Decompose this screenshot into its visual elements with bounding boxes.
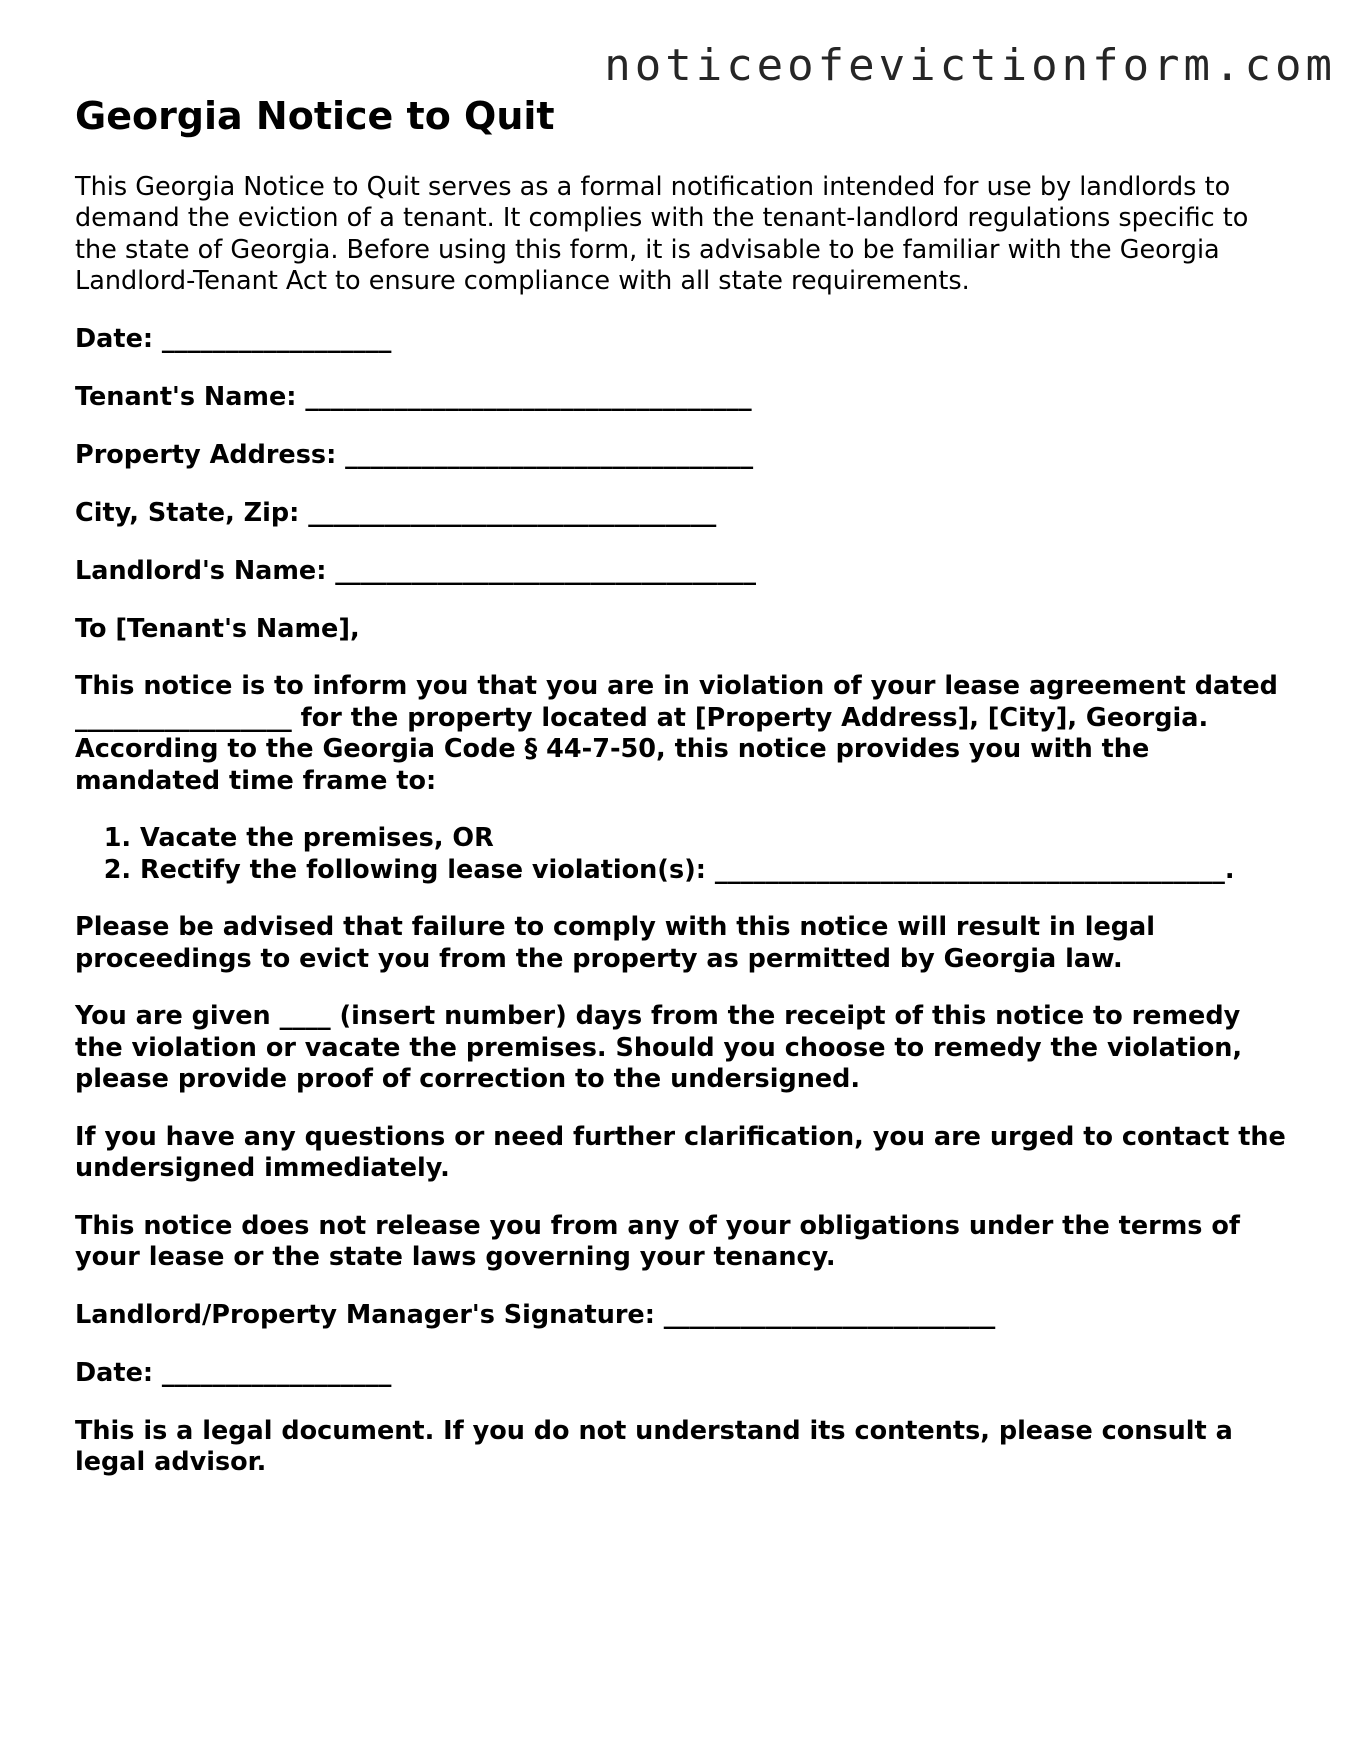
legal-disclaimer: This is a legal document. If you do not understand its contents, please consult a legal advisor. bbox=[75, 1415, 1233, 1478]
site-watermark: noticeofevictionform.com bbox=[604, 40, 1336, 91]
signature-date-field: Date: __________________ bbox=[75, 1357, 392, 1388]
tenant-name-field: Tenant's Name: ___________________________________ bbox=[75, 381, 752, 412]
option-vacate: 1. Vacate the premises, OR bbox=[140, 823, 1290, 855]
document-body bbox=[75, 96, 1290, 1505]
advisement-paragraph: Please be advised that failure to comply with this notice will result in legal proceedings to evict you from the property as permitted by Georgia law. bbox=[75, 912, 1155, 974]
signature-field: Landlord/Property Manager's Signature: __________________________ bbox=[75, 1299, 996, 1330]
questions-paragraph: If you have any questions or need further clarification, you are urged to contact the undersigned immediately. bbox=[75, 1121, 1286, 1184]
obligations-paragraph: This notice does not release you from any of your obligations under the terms of your lease or the state laws governing your tenancy. bbox=[75, 1210, 1240, 1273]
option-rectify: 2. Rectify the following lease violation(s): ________________________________________. bbox=[140, 855, 1290, 887]
violation-paragraph: This notice is to inform you that you are in violation of your lease agreement dated _________________ for the property located at [Property Address], [City], Georgia. According to the Georgia Code § 44-7-50, this notice provides you with the mandated time frame to: bbox=[75, 671, 1278, 796]
deadline-paragraph: You are given ____ (insert number) days from the receipt of this notice to remedy the violation or vacate the premises. Should you choose to remedy the violation, please provide proof of correction to the undersigned. bbox=[75, 1001, 1243, 1095]
document-title: Georgia Notice to Quit bbox=[75, 94, 555, 138]
options-list bbox=[75, 823, 1290, 886]
city-state-zip-field: City, State, Zip: ________________________________ bbox=[75, 497, 717, 528]
date-field: Date: __________________ bbox=[75, 323, 392, 354]
intro-paragraph: This Georgia Notice to Quit serves as a formal notification intended for use by landlords to demand the eviction of a tenant. It complies with the tenant-landlord regulations specific to the state of Georgia. Before using this form, it is advisable to be familiar with the Georgia Landlord-Tenant Act to ensure compliance with all state requirements. bbox=[75, 171, 1249, 297]
landlord-name-field: Landlord's Name: _________________________________ bbox=[75, 555, 757, 586]
salutation: To [Tenant's Name], bbox=[75, 613, 360, 644]
property-address-field: Property Address: ________________________________ bbox=[75, 439, 754, 470]
